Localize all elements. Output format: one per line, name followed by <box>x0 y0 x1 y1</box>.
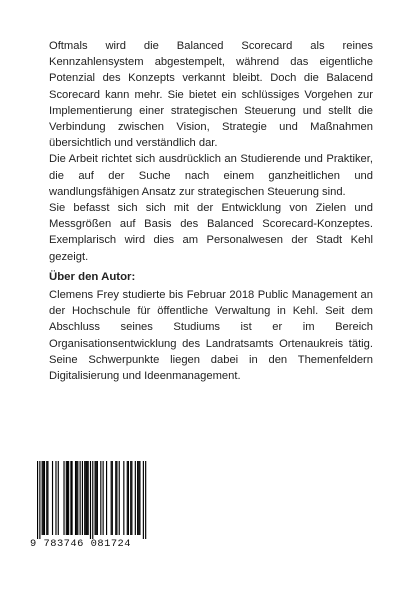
blurb-text <box>49 38 373 265</box>
barcode-bar <box>46 461 47 535</box>
barcode-bar <box>76 461 77 535</box>
barcode-bar <box>97 461 98 535</box>
barcode-bar <box>119 461 120 535</box>
barcode-bar <box>86 461 87 535</box>
barcode-bar <box>63 461 64 535</box>
blurb-paragraph-1: Oftmals wird die Balanced Scorecard als reines Kennzahlensystem abgestempelt, während das eigentliche Potenzial des Konzepts verkannt bleibt. Doch die Balacend Scorecard kann mehr. Sie bietet ein schlüssiges Vorgehen zur Implementierung einer strategischen Steuerung und stellt die Verbindung zwischen Vision, Strategie und Maßnahmen übersichtlich und verständlich dar. <box>49 40 373 150</box>
barcode-bar <box>75 461 76 535</box>
barcode-bar <box>55 461 56 535</box>
barcode-bar <box>111 461 112 535</box>
barcode-bar <box>90 461 91 539</box>
barcode-bar <box>138 461 139 535</box>
barcode-bar <box>137 461 138 535</box>
barcode-bar <box>100 461 101 535</box>
barcode-bar <box>103 461 104 535</box>
barcode-bar <box>39 461 40 539</box>
barcode-bar <box>96 461 97 535</box>
author-heading: Über den Autor: <box>49 271 136 283</box>
barcode-bar <box>66 461 67 535</box>
barcode-bar <box>85 461 86 535</box>
barcode-bar <box>52 461 53 535</box>
barcode-bar <box>47 461 48 535</box>
barcode-bar <box>143 461 144 539</box>
barcode-bar <box>44 461 45 535</box>
isbn-number: 9 783746 081724 <box>30 538 132 550</box>
barcode-bar <box>116 461 117 535</box>
barcode-bar <box>112 461 113 535</box>
blurb-paragraph-3: Sie befasst sich sich mit der Entwicklung von Zielen und Messgrößen auf Basis des Balanced Scorecard-Konzeptes. Exemplarisch wird dies am Personalwesen der Stadt Kehl gezeigt. <box>49 202 373 263</box>
barcode-bars <box>28 461 152 539</box>
barcode-bar <box>37 461 38 539</box>
barcode-bar <box>77 461 78 535</box>
barcode-bar <box>139 461 140 535</box>
barcode-bar <box>67 461 68 535</box>
blurb-paragraph-2: Die Arbeit richtet sich ausdrücklich an Studierende und Praktiker, die auf der Suche nach einem ganzheitlichen und wandlungsfähigen Ansatz zur strategischen Steuerung sind. <box>49 153 373 198</box>
barcode-bar <box>127 461 128 535</box>
barcode-bar <box>88 461 89 535</box>
barcode-bar <box>84 461 85 535</box>
isbn-barcode <box>28 461 152 555</box>
barcode-bar <box>128 461 129 535</box>
barcode-bar <box>82 461 83 535</box>
barcode-bar <box>135 461 136 535</box>
barcode-bar <box>43 461 44 535</box>
barcode-bar <box>70 461 71 535</box>
barcode-bar <box>72 461 73 535</box>
barcode-bar <box>92 461 93 539</box>
barcode-bar <box>80 461 81 535</box>
barcode-bar <box>42 461 43 535</box>
barcode-bar <box>68 461 69 535</box>
barcode-bar <box>145 461 146 539</box>
barcode-bar <box>95 461 96 535</box>
barcode-bar <box>58 461 59 535</box>
barcode-bar <box>115 461 116 535</box>
barcode-bar <box>131 461 132 535</box>
barcode-bar <box>130 461 131 535</box>
barcode-bar <box>106 461 107 535</box>
author-bio: Clemens Frey studierte bis Februar 2018 Public Management an der Hochschule für öffentliche Verwaltung in Kehl. Seit dem Abschluss seines Studiums ist er im Bereich Organisationsentwicklung des Landratsamts Ortenaukreis tätig. Seine Schwerpunkte liegen dabei in den Themenfeldern Digitalisierung und Ideenmanagement. <box>49 289 373 383</box>
barcode-bar <box>123 461 124 535</box>
